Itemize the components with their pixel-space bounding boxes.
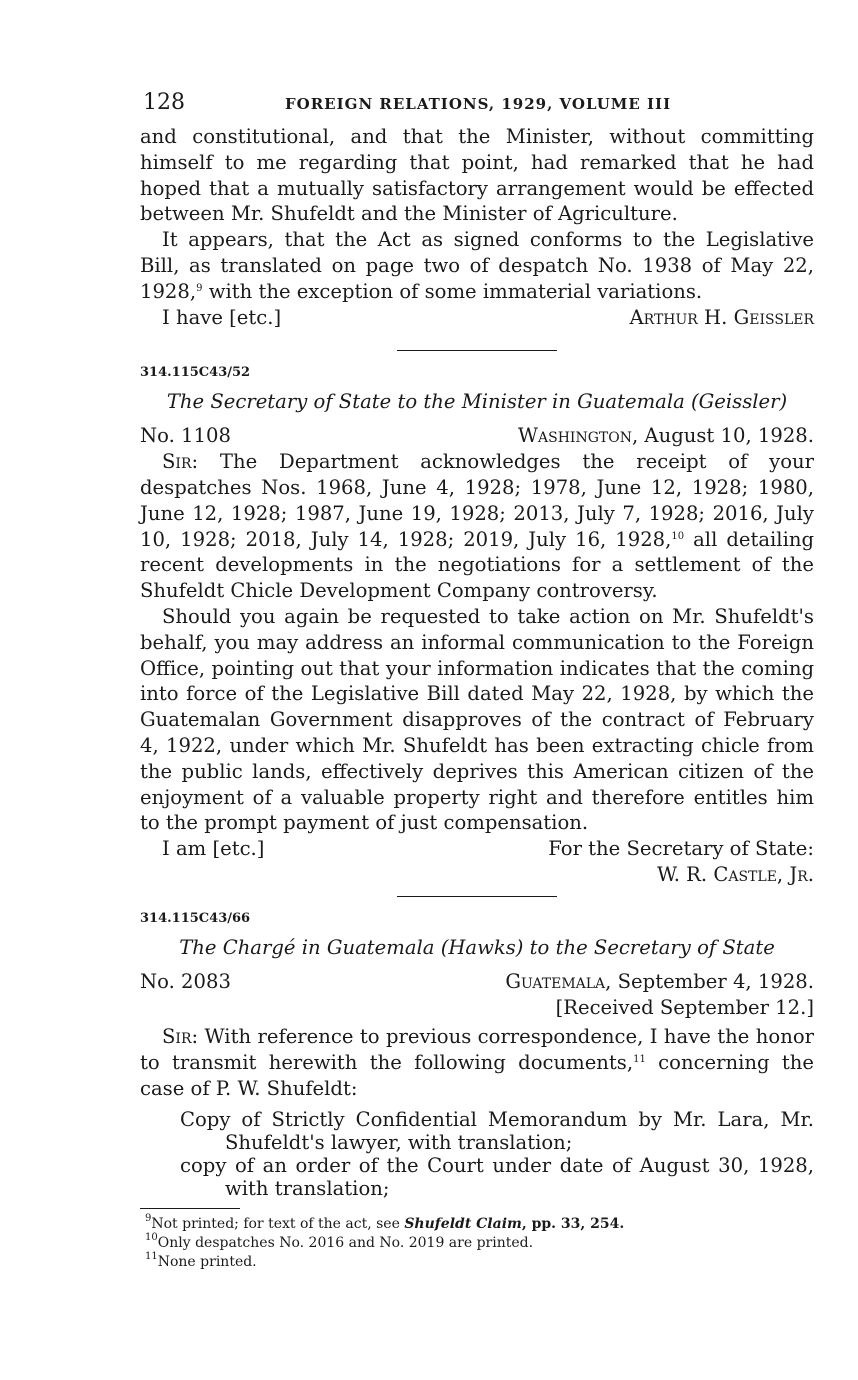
continuation-paragraph-2: It appears, that the Act as signed conforms to the Legislative Bill, as translated on page two of despatch No. 1938 of May 22, 1928,$^9$ with the exception of some immaterial variations. (140, 228, 814, 303)
despatch-number: No. 1108 (140, 424, 231, 448)
section-divider (397, 896, 557, 897)
document-title: The Secretary of State to the Minister in Guatemala (Geissler) (166, 390, 788, 414)
continuation-paragraph-1: and constitutional, and that the Minister, without committing himself to me regarding that point, had remarked that he had hoped that a mutually satisfactory arrangement would be effected between Mr. Shufeldt and the Minister of Agriculture. (140, 125, 814, 226)
closing-text: I have [etc.] (162, 305, 282, 329)
closing-line (140, 836, 814, 862)
signature: W. R. Castle, Jr. (656, 862, 814, 886)
received-date: [Received September 12.] (555, 995, 814, 1019)
section-divider (397, 350, 557, 351)
closing-line (140, 305, 814, 331)
footnote: $^{11}$None printed. (145, 1250, 257, 1270)
footnote-ref: 9 (196, 282, 203, 294)
place-date: Guatemala, September 4, 1928. (505, 969, 814, 993)
footnote: $^{10}$Only despatches No. 2016 and No. 2019 are printed. (145, 1231, 534, 1251)
document-page (140, 88, 814, 1272)
file-number: 314.115C43/66 (140, 910, 251, 926)
letter-paragraph-1: Sir: With reference to previous correspondence, I have the honor to transmit herewith the following documents,$^{11}$ concerning the case of P. W. Shufeldt: (140, 1025, 815, 1100)
dateline (140, 969, 814, 995)
footnote-ref: 10 (671, 530, 685, 542)
enclosure-list (140, 1108, 814, 1200)
running-title: FOREIGN RELATIONS, 1929, VOLUME III (285, 95, 672, 113)
letter-paragraph-1: Sir: The Department acknowledges the receipt of your despatches Nos. 1968, June 4, 1928; 1978, June 12, 1928; 1980, June 12, 1928; 1987, June 19, 1928; 2013, July 7, 1928; 2016, July 10, 1928; 2018, July 14, 1928; 2019, July 16, 1928,10 all detailing recent developments in the negotiations for a settlement of the Shufeldt Chicle Development Company controversy. (140, 450, 814, 603)
page-header (140, 88, 814, 124)
closing-text: I am [etc.] (162, 837, 265, 861)
dateline (140, 423, 814, 449)
despatch-number: No. 2083 (140, 969, 231, 993)
signature: Arthur H. Geissler (629, 305, 814, 329)
place-date: Washington, August 10, 1928. (517, 424, 814, 448)
page-number: 128 (143, 90, 185, 115)
footnote: $^9$Not printed; for text of the act, see Shufeldt Claim, pp. 33, 254. (145, 1212, 625, 1232)
file-number: 314.115C43/52 (140, 365, 251, 381)
letter-paragraph-2: Should you again be requested to take action on Mr. Shufeldt's behalf, you may address an informal communication to the Foreign Office, pointing out that your information indicates that the coming into force of the Legislative Bill dated May 22, 1928, by which the Guatemalan Government disapproves of the contract of February 4, 1922, under which Mr. Shufeldt has been extracting chicle from the public lands, effectively deprives this American citizen of the enjoyment of a valuable property right and therefore entitles him to the prompt payment of just compensation. (140, 604, 814, 835)
footnote-ref: 11 (633, 1054, 646, 1066)
footnote-divider (140, 1208, 240, 1209)
enclosure-item: Copy of Strictly Confidential Memorandum by Mr. Lara, Mr. Shufeldt's lawyer, with translation; (180, 1107, 814, 1154)
for-line: For the Secretary of State: (548, 837, 814, 861)
enclosure-item: copy of an order of the Court under date of August 30, 1928, with translation; (180, 1153, 814, 1200)
footnotes (140, 1212, 814, 1272)
document-title: The Chargé in Guatemala (Hawks) to the Secretary of State (179, 935, 775, 959)
